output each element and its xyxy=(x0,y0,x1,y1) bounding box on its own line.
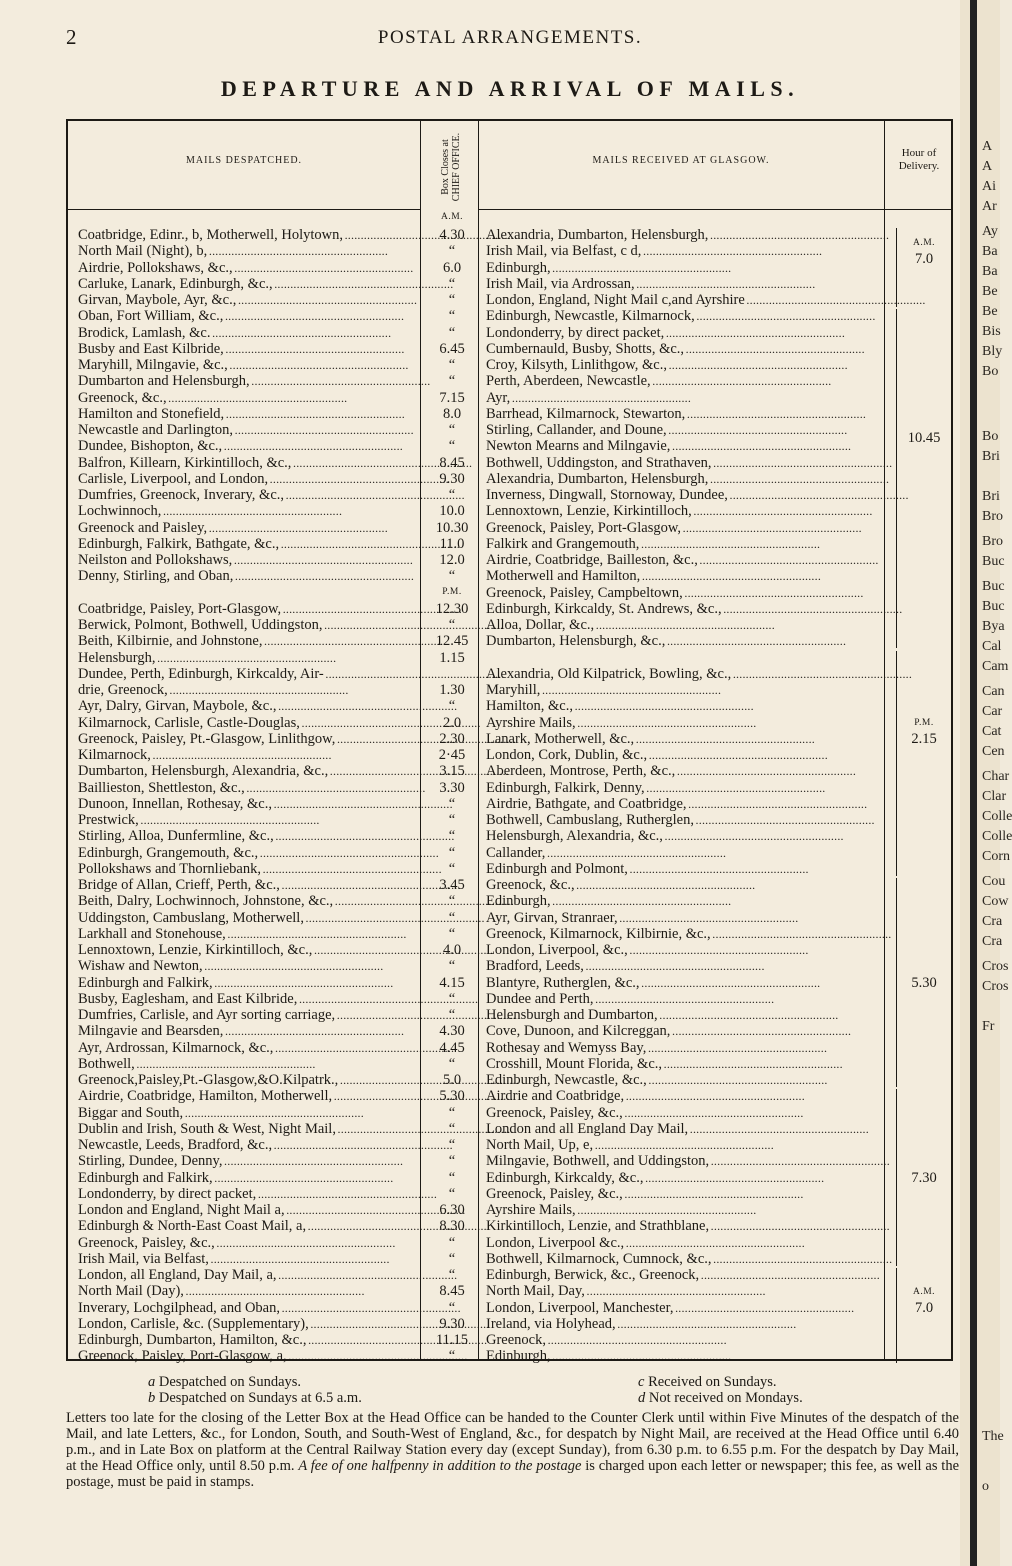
despatched-entry: Dumbarton, Helensburgh, Alexandria, &c., . . . xyxy=(78,763,422,779)
facing-page-fragment: Be xyxy=(982,284,998,299)
received-entry: Bothwell, Uddingston, and Strathaven, . . . xyxy=(486,455,879,471)
received-entry: Crosshill, Mount Florida, &c., . . . xyxy=(486,1056,879,1072)
despatched-entry: North Mail (Day), . . . xyxy=(78,1283,422,1299)
despatched-entry: Stirling, Dundee, Denny, . . . xyxy=(78,1153,422,1169)
running-title: POSTAL ARRANGEMENTS. xyxy=(377,27,643,48)
box-closing-time: “ xyxy=(448,438,456,454)
despatched-entry: Newcastle and Darlington, . . . xyxy=(78,422,422,438)
box-closing-time: “ xyxy=(448,1137,456,1153)
despatched-entry: Helensburgh, . . . xyxy=(78,650,422,666)
despatched-entry: Hamilton and Stonefield, . . . xyxy=(78,406,422,422)
received-entry: Greenock, Paisley, &c., . . . xyxy=(486,1105,879,1121)
am-label: A.M. xyxy=(440,212,464,222)
box-closing-time: “ xyxy=(448,1153,456,1169)
despatched-entry: Wishaw and Newton, . . . xyxy=(78,958,422,974)
box-closing-time: 5.0 xyxy=(442,1072,462,1088)
facing-page-fragment: Buc xyxy=(982,554,1005,569)
despatched-entry: Pollokshaws and Thornliebank, . . . xyxy=(78,861,422,877)
received-entry: Stirling, Callander, and Doune, . . . xyxy=(486,422,879,438)
received-entry: Aberdeen, Montrose, Perth, &c., . . . xyxy=(486,763,879,779)
facing-page-fragment: Cra xyxy=(982,934,1003,949)
facing-page-fragment: Ai xyxy=(982,179,996,194)
box-closing-time: “ xyxy=(448,1251,456,1267)
facing-page-fragment: Cou xyxy=(982,874,1006,889)
box-closing-time: 2·45 xyxy=(438,747,466,763)
header-rule xyxy=(884,209,953,210)
box-closing-time: 12.0 xyxy=(439,552,465,568)
received-entry: Blantyre, Rutherglen, &c., . . . xyxy=(486,975,879,991)
received-entry: Greenock, Paisley, &c., . . . xyxy=(486,1186,879,1202)
despatched-entry: North Mail (Night), b, . . . xyxy=(78,243,422,259)
facing-page-fragment: Bo xyxy=(982,429,999,444)
received-entry: Lanark, Motherwell, &c., . . . xyxy=(486,731,879,747)
facing-page-fragment: Ba xyxy=(982,244,998,259)
box-closing-time: 1.30 xyxy=(439,682,465,698)
box-closing-time: “ xyxy=(448,1235,456,1251)
despatched-entry: Edinburgh, Grangemouth, &c., . . . xyxy=(78,845,422,861)
delivery-brace xyxy=(889,651,897,876)
facing-page-fragment: Cat xyxy=(982,724,1002,739)
box-closing-time: 6.0 xyxy=(442,260,462,276)
binding-shadow xyxy=(970,0,977,1566)
received-column-header: MAILS RECEIVED AT GLASGOW. xyxy=(592,155,770,166)
despatched-entry: Greenock and Paisley, . . . xyxy=(78,520,422,536)
despatched-entry: Dumfries, Carlisle, and Ayr sorting carriage, . . . xyxy=(78,1007,422,1023)
despatched-entry: London, Carlisle, &c. (Supplementary), . . . xyxy=(78,1316,422,1332)
despatched-entry: Lennoxtown, Lenzie, Kirkintilloch, &c., . . . xyxy=(78,942,422,958)
box-closing-time: 4.0 xyxy=(442,942,462,958)
delivery-time: 5.30 xyxy=(911,975,937,991)
box-closing-time: “ xyxy=(448,1121,456,1137)
received-entry: Edinburgh and Polmont, . . . xyxy=(486,861,879,877)
despatched-entry: Greenock, Paisley, &c., . . . xyxy=(78,1235,422,1251)
box-closing-time: 4.30 xyxy=(439,1023,465,1039)
received-entry: Kirkintilloch, Lenzie, and Strathblane, . . . xyxy=(486,1218,879,1234)
facing-page-fragment: Bya xyxy=(982,619,1005,634)
despatched-entry: Dundee, Bishopton, &c., . . . xyxy=(78,438,422,454)
box-closing-time: 9.30 xyxy=(439,471,465,487)
mail-schedule-table xyxy=(66,119,953,1364)
facing-page-fragment: Car xyxy=(982,704,1003,719)
box-closing-time: 6.30 xyxy=(439,1202,465,1218)
facing-page-fragment: The xyxy=(982,1429,1004,1444)
box-closing-time: “ xyxy=(448,893,456,909)
facing-page-fragment: Cros xyxy=(982,959,1009,974)
facing-page-fragment: Ar xyxy=(982,199,997,214)
box-closing-time: “ xyxy=(448,292,456,308)
box-closing-time: 5.30 xyxy=(439,1088,465,1104)
facing-page-fragment: Cra xyxy=(982,914,1003,929)
despatched-entry: Baillieston, Shettleston, &c., . . . xyxy=(78,780,422,796)
facing-page-fragment: Ay xyxy=(982,224,998,239)
received-entry: Edinburgh, Berwick, &c., Greenock, . . . xyxy=(486,1267,879,1283)
box-closing-time: 3.45 xyxy=(439,877,465,893)
received-entry: Airdrie and Coatbridge, . . . xyxy=(486,1088,879,1104)
facing-page-fragment: Buc xyxy=(982,599,1005,614)
box-closing-time: “ xyxy=(448,373,456,389)
delivery-period: P.M. xyxy=(914,718,934,728)
facing-page-fragment: Bis xyxy=(982,324,1001,339)
despatched-entry: Coatbridge, Paisley, Port-Glasgow, . . . xyxy=(78,601,422,617)
received-entry: Barrhead, Kilmarnock, Stewarton, . . . xyxy=(486,406,879,422)
received-entry: Callander, . . . xyxy=(486,845,879,861)
box-closing-time: 10.0 xyxy=(439,503,465,519)
despatched-entry: Edinburgh, Falkirk, Bathgate, &c., . . . xyxy=(78,536,422,552)
delivery-time: 7.0 xyxy=(914,1300,934,1316)
despatched-entry: Oban, Fort William, &c., . . . xyxy=(78,308,422,324)
despatched-entry: Busby and East Kilbride, . . . xyxy=(78,341,422,357)
received-entry: Greenock, Paisley, Campbeltown, . . . xyxy=(486,585,879,601)
delivery-brace xyxy=(889,228,897,307)
box-closing-time: 12.30 xyxy=(435,601,469,617)
facing-page-fragment: Fr xyxy=(982,1019,995,1034)
received-entry: Helensburgh, Alexandria, &c., . . . xyxy=(486,828,879,844)
box-closing-time: “ xyxy=(448,1170,456,1186)
box-closing-time: 11.15 xyxy=(435,1332,469,1348)
despatched-entry: Carluke, Lanark, Edinburgh, &c., . . . xyxy=(78,276,422,292)
facing-page-fragment: Bro xyxy=(982,534,1003,549)
facing-page-fragment: Buc xyxy=(982,579,1005,594)
despatched-entry: Biggar and South, . . . xyxy=(78,1105,422,1121)
box-closing-time: “ xyxy=(448,861,456,877)
received-entry: Airdrie, Bathgate, and Coatbridge, . . . xyxy=(486,796,879,812)
received-entry: Londonderry, by direct packet, . . . xyxy=(486,325,879,341)
despatched-entry: Brodick, Lamlash, &c. . . . xyxy=(78,325,422,341)
box-closing-time: “ xyxy=(448,991,456,1007)
page-number: 2 xyxy=(66,25,77,49)
box-closing-time: 4.45 xyxy=(439,1040,465,1056)
received-entry: Edinburgh, . . . xyxy=(486,893,879,909)
delivery-time: 10.45 xyxy=(907,430,941,446)
received-entry: Greenock, Paisley, Port-Glasgow, . . . xyxy=(486,520,879,536)
late-letters-note: Letters too late for the closing of the Letter Box at the Head Office can be handed to the Counter Clerk until within Five Minutes of the despatch of the Mail, and late Letters, &c., for London, South, and South-West of England, &c., for despatch by Night Mail, are received at the Head Office until 6.40 p.m., and in Late Box on platform at the Central Railway Station every day (except Sunday), from 6.30 p.m. to 6.55 p.m. For the despatch by Day Mail, at the Head Office only, until 8.50 p.m. A fee of one halfpenny in addition to the postage is charged upon each letter or newspaper; this fee, as well as the postage, must be paid in stamps. xyxy=(66,1410,960,1490)
delivery-brace xyxy=(889,1268,897,1363)
main-title: DEPARTURE AND ARRIVAL OF MAILS. xyxy=(220,76,800,101)
box-closing-time: 1.15 xyxy=(439,650,465,666)
despatched-entry: Airdrie, Coatbridge, Hamilton, Motherwell, . . . xyxy=(78,1088,422,1104)
box-closing-time: 9.30 xyxy=(439,1316,465,1332)
despatched-entry: Edinburgh & North-East Coast Mail, a, . . . xyxy=(78,1218,422,1234)
header-rule xyxy=(68,209,420,210)
facing-page-edge xyxy=(960,0,1012,1566)
received-entry: Ayrshire Mails, . . . xyxy=(486,1202,879,1218)
box-closing-time: “ xyxy=(448,308,456,324)
received-entry: Edinburgh, Newcastle, &c., . . . xyxy=(486,1072,879,1088)
despatched-entry: Edinburgh and Falkirk, . . . xyxy=(78,975,422,991)
box-closing-time: “ xyxy=(448,1267,456,1283)
received-entry: Edinburgh, Falkirk, Denny, . . . xyxy=(486,780,879,796)
box-closing-time: 3.15 xyxy=(439,763,465,779)
despatched-entry: Uddingston, Cambuslang, Motherwell, . . . xyxy=(78,910,422,926)
page-header xyxy=(60,25,950,55)
received-entry: Alexandria, Dumbarton, Helensburgh, . . . xyxy=(486,227,879,243)
despatched-entry: Prestwick, . . . xyxy=(78,812,422,828)
received-entry: North Mail, Up, e, . . . xyxy=(486,1137,879,1153)
box-closing-time: 2.0 xyxy=(442,715,462,731)
despatched-entry: Greenock, Paisley, Pt.-Glasgow, Linlithgow, . . . xyxy=(78,731,422,747)
facing-page-fragment: Bly xyxy=(982,344,1003,359)
facing-page-fragment: Be xyxy=(982,304,998,319)
box-closing-time: “ xyxy=(448,698,456,714)
despatched-entry: Carlisle, Liverpool, and London, . . . xyxy=(78,471,422,487)
facing-page-fragment: Cen xyxy=(982,744,1005,759)
box-closing-time: 3.30 xyxy=(439,780,465,796)
delivery-time: 2.15 xyxy=(911,731,937,747)
pm-label: P.M. xyxy=(442,587,462,597)
facing-page-fragment: o xyxy=(982,1479,989,1494)
received-entry: Newton Mearns and Milngavie, . . . xyxy=(486,438,879,454)
box-closing-time: 8.30 xyxy=(439,1218,465,1234)
delivery-brace xyxy=(889,309,897,648)
received-entry: London, Liverpool &c., . . . xyxy=(486,1235,879,1251)
despatched-entry: London, all England, Day Mail, a, . . . xyxy=(78,1267,422,1283)
facing-page-fragment: Colle xyxy=(982,809,1012,824)
received-entry: Ayr, . . . xyxy=(486,390,879,406)
received-entry: Bothwell, Cambuslang, Rutherglen, . . . xyxy=(486,812,879,828)
received-entry: Edinburgh, . . . xyxy=(486,260,879,276)
facing-page-fragment: Bri xyxy=(982,489,1000,504)
despatched-entry: Dublin and Irish, South & West, Night Mail, . . . xyxy=(78,1121,422,1137)
box-closing-time: “ xyxy=(448,276,456,292)
header-rule xyxy=(478,209,884,210)
facing-page-fragment: Ba xyxy=(982,264,998,279)
received-entry: Perth, Aberdeen, Newcastle, . . . xyxy=(486,373,879,389)
box-closing-time: “ xyxy=(448,1300,456,1316)
despatched-entry: Edinburgh and Falkirk, . . . xyxy=(78,1170,422,1186)
facing-page-fragment: A xyxy=(982,159,993,174)
despatched-entry: Coatbridge, Edinr., b, Motherwell, Holytown, . . . xyxy=(78,227,422,243)
facing-page-fragment: Cal xyxy=(982,639,1002,654)
received-entry: Ayrshire Mails, . . . xyxy=(486,715,879,731)
box-closing-time: “ xyxy=(448,568,456,584)
box-closing-time: “ xyxy=(448,910,456,926)
received-entry: Edinburgh, Kirkcaldy, St. Andrews, &c., . . . xyxy=(486,601,879,617)
received-entry: Edinburgh, Kirkcaldy, &c., . . . xyxy=(486,1170,879,1186)
received-entry: Hamilton, &c., . . . xyxy=(486,698,879,714)
box-closing-time: 7.15 xyxy=(439,390,465,406)
box-closing-time: “ xyxy=(448,357,456,373)
received-entry: London, Cork, Dublin, &c., . . . xyxy=(486,747,879,763)
footnote-c: c Received on Sundays. xyxy=(638,1374,777,1390)
facing-page-fragment: Colle xyxy=(982,829,1012,844)
received-entry: Airdrie, Coatbridge, Bailleston, &c., . . . xyxy=(486,552,879,568)
box-closing-time: “ xyxy=(448,243,456,259)
received-entry: Maryhill, . . . xyxy=(486,682,879,698)
box-closing-time: “ xyxy=(448,958,456,974)
despatched-entry: Dumfries, Greenock, Inverary, &c., . . . xyxy=(78,487,422,503)
delivery-time: 7.30 xyxy=(911,1170,937,1186)
delivery-brace xyxy=(889,1089,897,1266)
received-entry: Ireland, via Holyhead, . . . xyxy=(486,1316,879,1332)
despatched-entry: Neilston and Pollokshaws, . . . xyxy=(78,552,422,568)
received-entry: Alloa, Dollar, &c., . . . xyxy=(486,617,879,633)
facing-page-fragment: A xyxy=(982,139,993,154)
box-closing-time: 4.15 xyxy=(439,975,465,991)
box-closing-time: 10.30 xyxy=(435,520,469,536)
box-closing-time: “ xyxy=(448,1056,456,1072)
facing-page-fragment: Bri xyxy=(982,449,1000,464)
facing-page-fragment: Can xyxy=(982,684,1005,699)
despatched-entry: Dumbarton and Helensburgh, . . . xyxy=(78,373,422,389)
despatched-entry: Irish Mail, via Belfast, . . . xyxy=(78,1251,422,1267)
despatched-entry: Newcastle, Leeds, Bradford, &c., . . . xyxy=(78,1137,422,1153)
received-entry: Milngavie, Bothwell, and Uddingston, . . . xyxy=(486,1153,879,1169)
received-entry: Edinburgh, . . . xyxy=(486,1348,879,1364)
received-entry: London, Liverpool, Manchester, . . . xyxy=(486,1300,879,1316)
facing-page-fragment: Corn xyxy=(982,849,1010,864)
despatched-entry: Ayr, Ardrossan, Kilmarnock, &c., . . . xyxy=(78,1040,422,1056)
received-entry: Bothwell, Kilmarnock, Cumnock, &c., . . . xyxy=(486,1251,879,1267)
box-closing-time: “ xyxy=(448,1105,456,1121)
received-entry: Helensburgh and Dumbarton, . . . xyxy=(486,1007,879,1023)
received-entry: Motherwell and Hamilton, . . . xyxy=(486,568,879,584)
received-entry: Alexandria, Dumbarton, Helensburgh, . . . xyxy=(486,471,879,487)
despatched-entry: Londonderry, by direct packet, . . . xyxy=(78,1186,422,1202)
received-entry: Rothesay and Wemyss Bay, . . . xyxy=(486,1040,879,1056)
footnote-a: a Despatched on Sundays. xyxy=(148,1374,302,1390)
delivery-time: 7.0 xyxy=(914,251,934,267)
received-entry: Cove, Dunoon, and Kilcreggan, . . . xyxy=(486,1023,879,1039)
facing-page-fragment: Cow xyxy=(982,894,1009,909)
despatched-entry: Lochwinnoch, . . . xyxy=(78,503,422,519)
delivery-column-header: Hour of Delivery. xyxy=(898,147,940,172)
received-entry: Cumbernauld, Busby, Shotts, &c., . . . xyxy=(486,341,879,357)
despatched-entry: Bothwell, . . . xyxy=(78,1056,422,1072)
facing-page-fragment: Char xyxy=(982,769,1010,784)
received-entry: London and all England Day Mail, . . . xyxy=(486,1121,879,1137)
despatched-entry: Beith, Kilbirnie, and Johnstone, . . . xyxy=(78,633,422,649)
box-closing-time: “ xyxy=(448,617,456,633)
box-closing-time: 8.45 xyxy=(439,1283,465,1299)
box-closing-time: “ xyxy=(448,812,456,828)
received-entry: North Mail, Day, . . . xyxy=(486,1283,879,1299)
footnote-b: b Despatched on Sundays at 6.5 a.m. xyxy=(148,1390,362,1406)
despatched-entry: Girvan, Maybole, Ayr, &c., . . . xyxy=(78,292,422,308)
facing-page-fragment: Cros xyxy=(982,979,1009,994)
received-entry: Edinburgh, Newcastle, Kilmarnock, . . . xyxy=(486,308,879,324)
received-entry: Dundee and Perth, . . . xyxy=(486,991,879,1007)
despatched-entry: Greenock, &c., . . . xyxy=(78,390,422,406)
despatched-entry: Inverary, Lochgilphead, and Oban, . . . xyxy=(78,1300,422,1316)
despatched-entry: Stirling, Alloa, Dunfermline, &c., . . . xyxy=(78,828,422,844)
received-entry: Lennoxtown, Lenzie, Kirkintilloch, . . . xyxy=(486,503,879,519)
despatched-entry: Edinburgh, Dumbarton, Hamilton, &c., . . . xyxy=(78,1332,422,1348)
despatched-entry: Kilmarnock, Carlisle, Castle-Douglas, . . . xyxy=(78,715,422,731)
despatched-entry: Kilmarnock, . . . xyxy=(78,747,422,763)
delivery-brace xyxy=(889,878,897,1087)
received-entry: Dumbarton, Helensburgh, &c., . . . xyxy=(486,633,879,649)
box-closing-time: “ xyxy=(448,1348,456,1364)
despatched-entry: Dunoon, Innellan, Rothesay, &c., . . . xyxy=(78,796,422,812)
box-closing-time: “ xyxy=(448,1186,456,1202)
facing-page-fragment: Bro xyxy=(982,509,1003,524)
despatched-entry: Balfron, Killearn, Kirkintilloch, &c., . . . xyxy=(78,455,422,471)
received-entry: Alexandria, Old Kilpatrick, Bowling, &c., . . . xyxy=(486,666,879,682)
box-closing-time: “ xyxy=(448,325,456,341)
box-closing-time: “ xyxy=(448,1007,456,1023)
box-closing-time: “ xyxy=(448,422,456,438)
facing-page-fragment: Cam xyxy=(982,659,1009,674)
despatched-column-header: MAILS DESPATCHED. xyxy=(185,155,303,166)
received-entry: Inverness, Dingwall, Stornoway, Dundee, . . . xyxy=(486,487,879,503)
box-closing-time: “ xyxy=(448,926,456,942)
received-entry: Irish Mail, via Belfast, c d, . . . xyxy=(486,243,879,259)
box-closing-time: 11.0 xyxy=(439,536,465,552)
received-entry: London, England, Night Mail c,and Ayrshire . . . xyxy=(486,292,879,308)
despatched-entry: Berwick, Polmont, Bothwell, Uddingston, . . . xyxy=(78,617,422,633)
footnote-d: d Not received on Mondays. xyxy=(638,1390,803,1406)
despatched-entry: Larkhall and Stonehouse, . . . xyxy=(78,926,422,942)
box-closing-time: “ xyxy=(448,828,456,844)
received-entry: Falkirk and Grangemouth, . . . xyxy=(486,536,879,552)
box-closing-time: “ xyxy=(448,796,456,812)
box-closing-time: “ xyxy=(448,487,456,503)
received-entry: Ayr, Girvan, Stranraer, . . . xyxy=(486,910,879,926)
despatched-entry: Airdrie, Pollokshaws, &c., . . . xyxy=(78,260,422,276)
delivery-period: A.M. xyxy=(912,1287,936,1297)
despatched-entry: Beith, Dalry, Lochwinnoch, Johnstone, &c., . . . xyxy=(78,893,422,909)
facing-page-fragment: Bo xyxy=(982,364,999,379)
received-entry: Greenock, . . . xyxy=(486,1332,879,1348)
box-closes-column-header: Box Closes at CHIEF OFFICE. xyxy=(440,132,462,202)
box-closing-time: “ xyxy=(448,845,456,861)
despatched-entry: drie, Greenock, . . . xyxy=(78,682,422,698)
despatched-entry: London and England, Night Mail a, . . . xyxy=(78,1202,422,1218)
box-closing-time: 12.45 xyxy=(435,633,469,649)
despatched-entry: Greenock,Paisley,Pt.-Glasgow,&O.Kilpatrk., . . . xyxy=(78,1072,422,1088)
despatched-entry: Maryhill, Milngavie, &c., . . . xyxy=(78,357,422,373)
received-entry: Bradford, Leeds, . . . xyxy=(486,958,879,974)
received-entry: Greenock, Kilmarnock, Kilbirnie, &c., . . . xyxy=(486,926,879,942)
despatched-entry: Greenock, Paisley, Port-Glasgow, a, . . . xyxy=(78,1348,422,1364)
delivery-period: A.M. xyxy=(912,238,936,248)
box-closing-time: 2.30 xyxy=(439,731,465,747)
facing-page-fragment: Clar xyxy=(982,789,1007,804)
despatched-entry: Bridge of Allan, Crieff, Perth, &c., . . . xyxy=(78,877,422,893)
despatched-entry: Milngavie and Bearsden, . . . xyxy=(78,1023,422,1039)
received-entry: Greenock, &c., . . . xyxy=(486,877,879,893)
despatched-entry: Dundee, Perth, Edinburgh, Kirkcaldy, Air- . . . xyxy=(78,666,422,682)
box-closing-time: 6.45 xyxy=(439,341,465,357)
box-closing-time: 8.0 xyxy=(442,406,462,422)
box-closing-time: 8.45 xyxy=(439,455,465,471)
despatched-entry: Ayr, Dalry, Girvan, Maybole, &c., . . . xyxy=(78,698,422,714)
received-entry: Croy, Kilsyth, Linlithgow, &c., . . . xyxy=(486,357,879,373)
despatched-entry: Denny, Stirling, and Oban, . . . xyxy=(78,568,422,584)
received-entry: London, Liverpool, &c., . . . xyxy=(486,942,879,958)
box-closing-time: 4.30 xyxy=(439,227,465,243)
despatched-entry: Busby, Eaglesham, and East Kilbride, . . . xyxy=(78,991,422,1007)
received-entry: Irish Mail, via Ardrossan, . . . xyxy=(486,276,879,292)
